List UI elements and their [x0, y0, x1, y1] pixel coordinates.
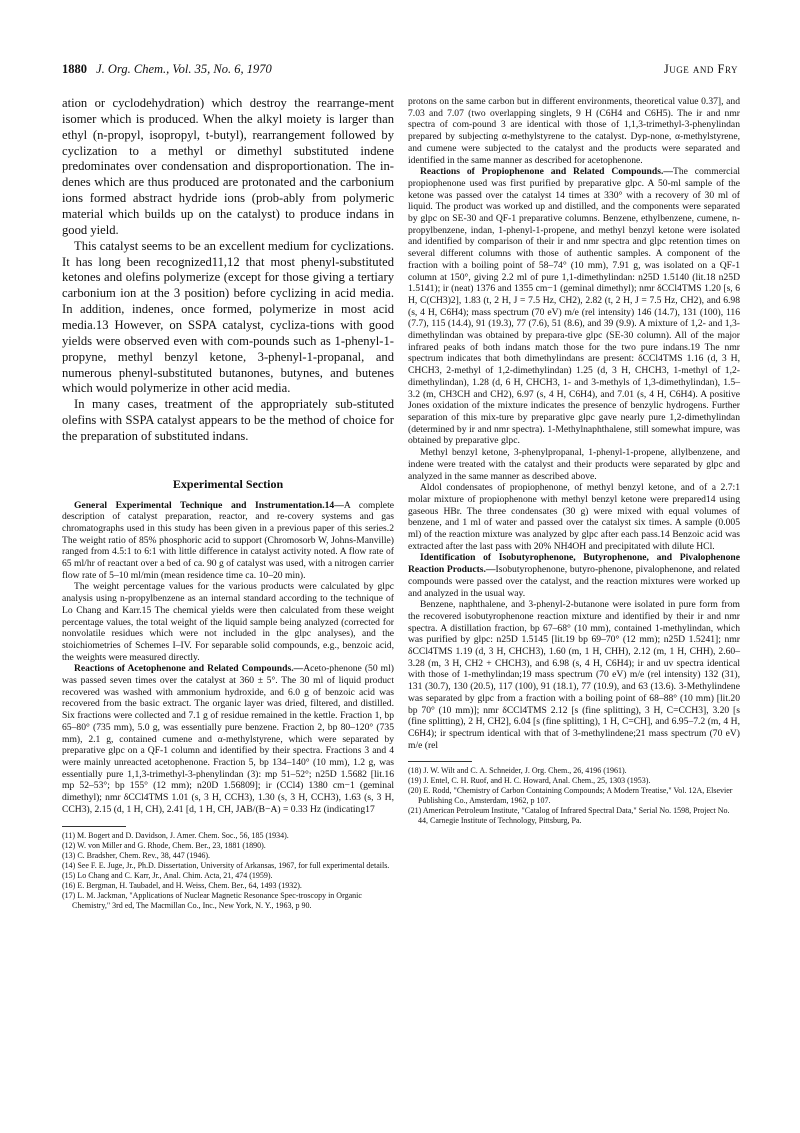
paragraph: In many cases, treatment of the appropriately sub-stituted olefins with SSPA catalyst appears to be the method of choice for the preparation of substituted indans. [62, 397, 394, 444]
footnote: (17) L. M. Jackman, "Applications of Nuclear Magnetic Resonance Spec-troscopy in Organic Chemistry," 3rd ed, The Macmillan Co., Inc., New York, N. Y., 1963, p 90. [62, 890, 362, 910]
running-header [62, 62, 738, 80]
footnote: (13) C. Bradsher, Chem. Rev., 38, 447 (1946). [62, 850, 211, 860]
paragraph: Benzene, naphthalene, and 3-phenyl-2-butanone were isolated in pure form from the recovered isobutyrophenone reaction mixture and identified by their ir and nmr spectra. A distillation fraction, bp 67–68° (10 mm), contained 1-methylindan, which was purified by glpc: n25D 1.5145 [lit.19 bp 69–70° (12 mm); n25D 1.5241]; nmr δCCl4TMS 1.19 (d, 3 H, CHCH3), 1.60 (m, 1 H, CHH), 2.12 (m, 1 H, CHH), 2.60–3.28 (m, 3 H, CH2 + CHCH3), and 6.98 (s, 4 H, C6H4); ir and uv spectra identical with those of 1-methylindan;19 mass spectrum (70 eV) m/e (rel intensity) 132 (31), 131 (30.7), 130 (20.5), 117 (100), 91 (18.1), 77 (10.9), and 63 (13.6). 3-Methylindene was separated by glpc from a fraction with a boiling point of 68–88° (10 mm) [lit.20 bp 70° (10 mm)]; nmr δCCl4TMS 2.12 [s (fine splitting), 3 H, C=CCH3], 3.20 [s (fine splitting), 2 H, CH2], 6.04 [s (fine splitting), 1 H, C=CH], and 6.95–7.2 (m, 4 H, C6H4); ir spectrum identical with that of 3-methylindene;21 mass spectrum (70 eV) m/e (rel [408, 599, 740, 751]
paragraph [62, 500, 394, 582]
section-heading: Experimental Section [172, 476, 284, 491]
paragraph: ation or cyclodehydration) which destroy the rearrange-ment isomer which is produced. When the alkyl moiety is larger than ethyl (n-propyl, isopropyl, t-butyl), rearrangement followed by cyclization to a methyl or dimethyl substituted indene predominates over condensation and disproportionation. The in-denes which are thus produced are protonated and the carbonium ions formed abstract hydride ions (prob-ably from polymeric material which builds up on the catalyst) to produce indans in good yield. [62, 96, 394, 237]
paragraph: The weight percentage values for the various products were calculated by glpc analysis using n-propylbenzene as an internal standard according to the technique of Lo Chang and Karr.15 The chemical yields were then calculated from these weight percentage values, the total weight of the liquid sample being analyzed (corrected for nonvolatile residues which were not included in the glpc analyses), and the stoichiometries of Schemes I–IV. For separable solid compounds, e.g., benzoic acid, the weights were measured directly. [62, 581, 394, 663]
footnote-rule [62, 826, 126, 827]
footnote: (11) M. Bogert and D. Davidson, J. Amer. Chem. Soc., 56, 185 (1934). [62, 830, 289, 840]
footnote: (15) Lo Chang and C. Karr, Jr., Anal. Chim. Acta, 21, 474 (1959). [62, 870, 273, 880]
paragraph [62, 663, 394, 815]
running-authors: Juge and Fry [663, 62, 738, 76]
paragraph-body: A complete description of catalyst preparation, reactor, and re-covery systems and gas chromatographs used in this study has been given in a previous paper of this series.2 The weight ratio of 85% phosphoric acid to support (Chromosorb W, Johns-Manville) ranged from 4.5:1 to 6:1 with little difference in catalyst activity noted. A flow rate of 65 ml/hr of reactant over a bed of ca. 90 g of catalyst was used, with a nitrogen carrier flow rate of 5–10 ml/min (mean residence time ca. 10–20 min). [62, 499, 394, 581]
footnote: (21) American Petroleum Institute, "Catalog of Infrared Spectral Data," Serial No. 1598, Project No. 44, Carnegie Institute of Technology, Pittsburg, Pa. [408, 806, 730, 826]
paragraph [408, 166, 740, 447]
paragraph [408, 552, 740, 599]
paragraph-body: Isobutyrophenone, butyro-phenone, pivalophenone, and related compounds were passed over the catalyst, and the reaction mixtures were worked up and analyzed in the usual way. [408, 564, 740, 599]
run-in-heading: Reactions of Acetophenone and Related Compounds.— [74, 663, 304, 675]
paragraph: Aldol condensates of propiophenone, of methyl benzyl ketone, and of a 2.7:1 molar mixture of propiophenone with methyl benzyl ketone were prepared14 using gaseous HBr. The three condensates (30 g) were mixed with equal volumes of benzene, and 1 ml of water and passed over the catalyst six times. A sample (0.005 ml) of the reaction mixture was analyzed by glpc after each pass.14 Benzoic acid was extracted after the last pass with 20% NH4OH and precipitated with dilute HCl. [408, 482, 740, 552]
footnote: (20) E. Rodd, "Chemistry of Carbon Containing Compounds; A Modern Treatise," Vol. 12A, Elsevier Publishing Co., Amsterdam, 1962, p 107. [408, 786, 733, 806]
journal-name: J. Org. Chem., [96, 62, 170, 76]
run-in-heading: Identification of Isobutyrophenone, Butyrophenone, and Pivalophenone Reaction Products.— [408, 552, 740, 576]
right-column [408, 96, 740, 826]
left-column [62, 96, 394, 911]
footnote: (14) See F. E. Juge, Jr., Ph.D. Dissertation, University of Arkansas, 1967, for full experimental details. [62, 860, 390, 870]
footnote: (16) E. Bergman, H. Taubadel, and H. Weiss, Chem. Ber., 64, 1493 (1932). [62, 880, 302, 890]
paragraph-body: Aceto-phenone (50 ml) was passed seven times over the catalyst at 360 ± 5°. The 30 ml of liquid product recovered was washed with ammonium hydroxide, and 6.0 g of benzoic acid was recovered from the basic extract. The organic layer was dried, filtered, and distilled. Six fractions were collected and 7.1 g of residue remained in the kettle. Fraction 1, bp 65–80° (735 mm), 5.0 g, was essentially pure benzene. Fraction 2, bp 80–120° (735 mm), 2.1 g, contained cumene and α-methylstyrene, which were separated by preparative glpc on a QF-1 column and identified by their spectra. Fractions 3 and 4 were mainly unreacted acetophenone. Fraction 5, bp 134–140° (10 mm), 1.2 g, was essentially pure 1,1,3-trimethyl-3-phenylindan (3): mp 51–52°; n25D 1.5682 [lit.16 mp 52–53°; bp 155° (12 mm); n20D 1.56809]; ir (CCl4) 1380 cm−1 (geminal dimethyl); nmr δCCl4TMS 1.01 (s, 3 H, CCH3), 1.30 (s, 3 H, CCH3), 1.63 (s, 3 H, CCH3), 2.15 (d, 1 H, CH), 2.41 [d, 1 H, CH, JAB/(B−A) = 0.33 Hz (indicating17 [62, 663, 394, 815]
footnote: (12) W. von Miller and G. Rhode, Chem. Ber., 23, 1881 (1890). [62, 840, 266, 850]
paragraph: Methyl benzyl ketone, 3-phenylpropanal, 1-phenyl-1-propene, allylbenzene, and indene were treated with the catalyst and their products were separated by glpc and analyzed in the same manner as described above. [408, 447, 740, 482]
run-in-heading: Reactions of Propiophenone and Related Compounds.— [420, 166, 673, 178]
journal-volume: Vol. 35, No. 6, 1970 [172, 62, 272, 76]
paragraph: This catalyst seems to be an excellent medium for cyclizations. It has long been recognized11,12 that most phenyl-substituted ketones and olefins polymerize (except for those giving a tertiary carbonium ion at the 3 position) before cyclizing in acid media. In addition, indenes, once formed, polymerize in most acid media.13 However, on SSPA catalyst, cycliza-tions with good yields were observed even with com-pounds such as 1-phenyl-1-propyne, methyl benzyl ketone, 3-phenyl-1-propanal, and numerous phenyl-substituted butanones, butynes, and butenes which would polymerize in other acid media. [62, 238, 394, 396]
page-number: 1880 [62, 62, 87, 76]
footnote-rule [408, 761, 472, 762]
footnote: (18) J. W. Wilt and C. A. Schneider, J. Org. Chem., 26, 4196 (1961). [408, 766, 627, 776]
paragraph: protons on the same carbon but in different environments, theoretical value 0.37], and 7.03 and 7.07 (two overlapping singlets, 9 H (C6H4 and C6H5). The ir and nmr spectra of com-pound 3 are identical with those of 1,1,3-trimethyl-3-phenylindan prepared by subjecting α-methylstyrene to the catalyst. Dyp-none, α-methylstyrene, and cumene were subjected to the catalyst and the products were separated and identified in the same manner as described for acetophenone. [408, 96, 740, 166]
footnote: (19) J. Entel, C. H. Ruof, and H. C. Howard, Anal. Chem., 25, 1303 (1953). [408, 776, 651, 786]
paragraph-body: The commercial propiophenone used was first purified by preparative glpc. A 50-ml sample of the ketone was passed over the catalyst 14 times at 330° with a recovery of 30 ml of liquid. The product was worked up and distilled, and the components were separated by glpc on SE-30 and QF-1 preparative columns. Benzene, ethylbenzene, cumene, n-propylbenzene, indan, 1-phenyl-1-propene, and methyl benzyl ketone were isolated and identified by comparison of their ir and nmr spectra and glpc retention times on several different columns with those of authentic samples. A component of the fraction with a boiling point of 58–74° (10 mm), 7.91 g, was isolated on a QF-1 column at 150°, giving 2.2 ml of pure 1,1-dimethylindan: n25D 1.5140 (lit.18 n25D 1.5141); ir (neat) 1376 and 1355 cm−1 (geminal dimethyl); nmr δCCl4TMS 1.20 [s, 6 H, C(CH3)2], 1.83 (t, 2 H, J = 7.5 Hz, CH2), 2.82 (t, 2 H, J = 7.5 Hz, CH2), and 6.98 (s, 4 H, C6H4); mass spectrum (70 eV) m/e (rel intensity) 146 (14.7), 131 (100), 116 (7.7), 115 (14.4), 91 (19.3), 77 (7.6), 51 (8.6), and 39 (9.9). A mixture of 1,2- and 1,3-dimethylindan was obtained by prepara-tive glpc (SE-30 column). All of the major infrared peaks of both indans match those for the two pure indans.19 The nmr spectrum indicates that both dimethylindans are present: δCCl4TMS 1.16 (d, 3 H, CHCH3, 2-methyl of 1,2-dimethylindan) 1.25 (d, 3 H, CHCH3, 1-methyl of 1,2-dimethylindan), 1.28 (d, 6 H, CHCH3, 1- and 3-methyls of 1,3-dimethylindan), 1.5–3.2 (m, CH3CH and CH2), 6.97 (s, 4 H, C6H4), and 7.01 (s, 4 H, C6H4). A positive Jones oxidation of the mixture indicates the presence of benzylic hydrogens. Further separation of this mix-ture by preparative glpc gave nearly pure 1,2-dimethylindan (determined by ir and nmr spectra). 1-Methylnaphthalene, still somewhat impure, was obtained by preparative glpc. [408, 166, 741, 447]
run-in-heading: General Experimental Technique and Instrumentation.14— [74, 499, 344, 511]
